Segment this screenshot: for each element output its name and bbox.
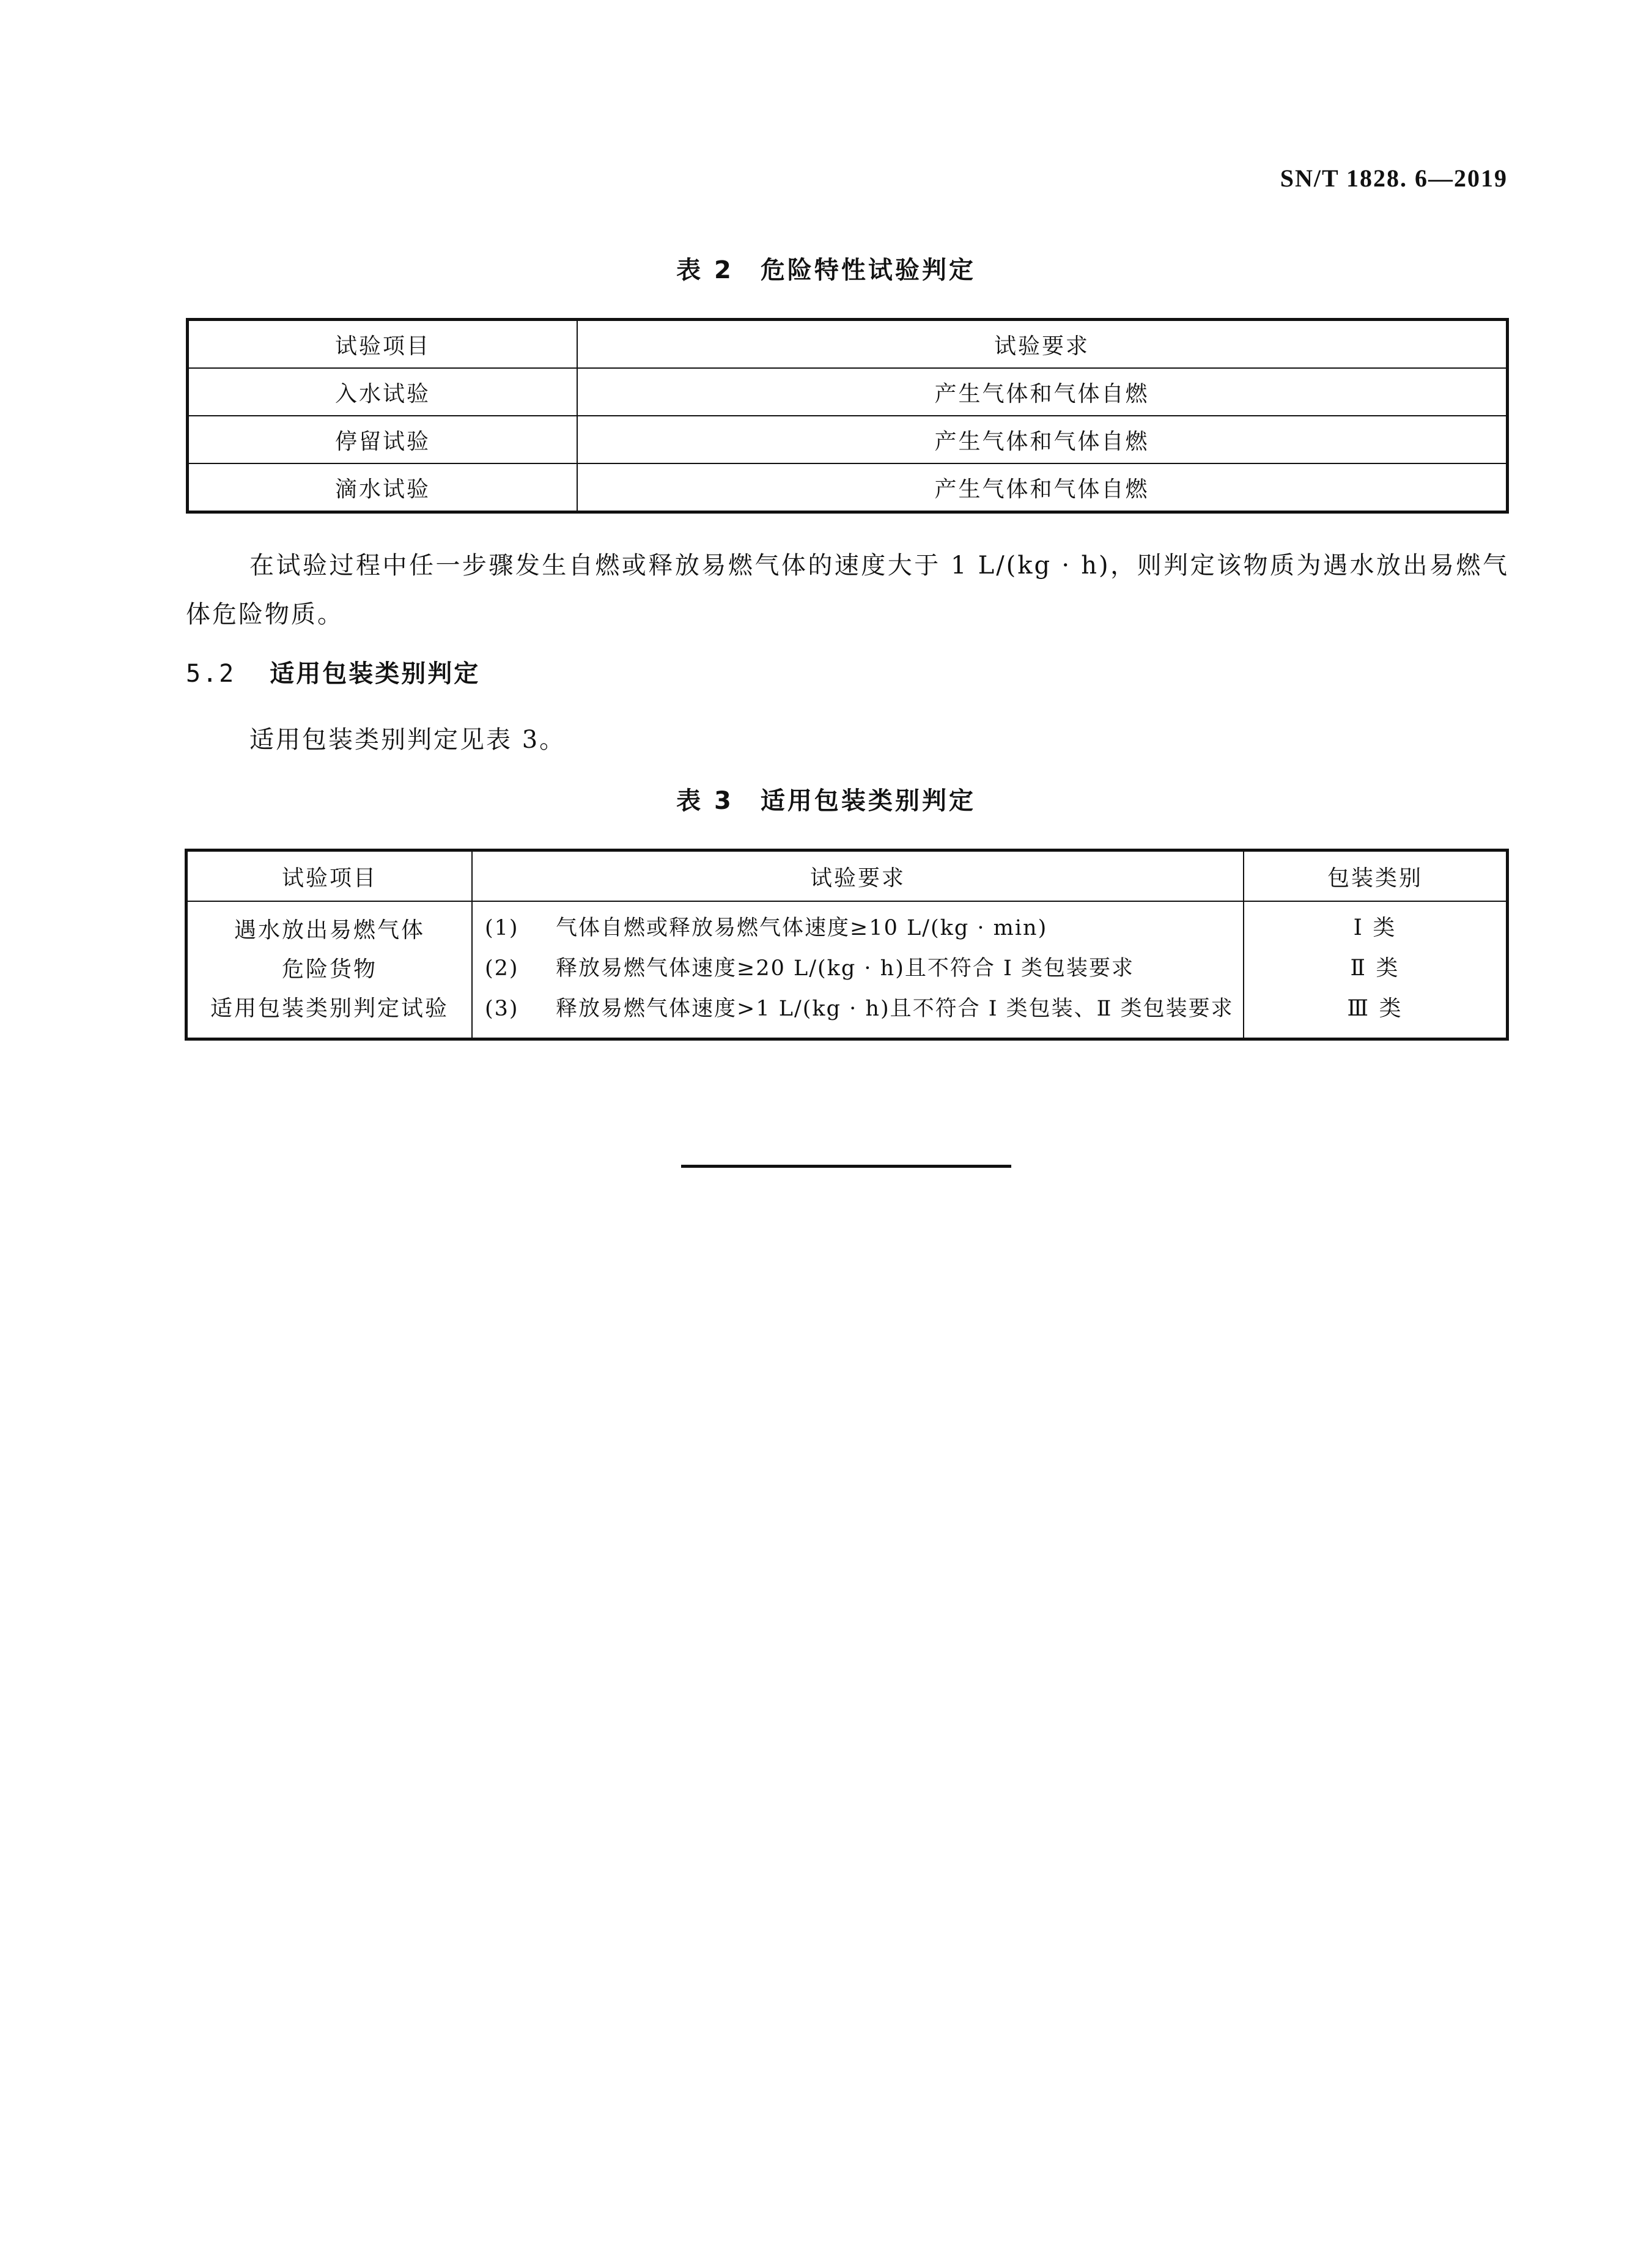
requirement-number: (3) bbox=[485, 997, 519, 1021]
table-3-caption: 表 3 适用包装类别判定 bbox=[676, 787, 976, 815]
packing-group-value: Ⅱ 类 bbox=[1350, 956, 1400, 981]
packing-group-value: Ⅲ 类 bbox=[1347, 996, 1403, 1021]
requirement-item bbox=[485, 989, 1237, 1029]
test-requirement-cell: 产生气体和气体自燃 bbox=[577, 368, 1508, 416]
table-row bbox=[188, 463, 1508, 512]
requirement-item bbox=[485, 948, 1237, 989]
judgement-paragraph: 在试验过程中任一步骤发生自燃或释放易燃气体的速度大于 1 L/(kg · h)，则判定该物质为遇水放出易燃气体危险物质。 bbox=[186, 551, 1509, 629]
requirement-text: 气体自燃或释放易燃气体速度≥10 L/(kg · min) bbox=[556, 916, 1048, 940]
column-header-test-requirement: 试验要求 bbox=[577, 320, 1508, 369]
table-row bbox=[186, 901, 1508, 1039]
requirement-text: 释放易燃气体速度≥20 L/(kg · h)且不符合 Ⅰ 类包装要求 bbox=[556, 956, 1134, 981]
test-item-cell bbox=[186, 901, 473, 1039]
hazard-test-table bbox=[186, 318, 1509, 514]
section-title: 适用包装类别判定 bbox=[270, 660, 481, 688]
table-header-row bbox=[186, 850, 1508, 902]
section-heading-5-2 bbox=[186, 654, 480, 689]
section-number: 5.2 bbox=[186, 660, 236, 688]
test-item-cell: 入水试验 bbox=[188, 368, 578, 416]
test-requirement-cell: 产生气体和气体自燃 bbox=[577, 463, 1508, 512]
test-item-line: 遇水放出易燃气体 bbox=[234, 918, 425, 943]
table-row bbox=[188, 416, 1508, 463]
test-item-cell: 停留试验 bbox=[188, 416, 578, 463]
column-header-test-item: 试验项目 bbox=[188, 320, 578, 369]
table-header-row bbox=[188, 320, 1508, 369]
column-header-test-requirement: 试验要求 bbox=[472, 850, 1244, 902]
table-2-caption: 表 2 危险特性试验判定 bbox=[676, 256, 976, 284]
test-requirement-cell: 产生气体和气体自燃 bbox=[577, 416, 1508, 463]
packing-group-table bbox=[185, 849, 1509, 1041]
column-header-packing-group: 包装类别 bbox=[1244, 850, 1508, 902]
table-row bbox=[188, 368, 1508, 416]
end-of-document-rule bbox=[681, 1165, 1011, 1168]
requirements-cell bbox=[472, 901, 1244, 1039]
test-item-line: 适用包装类别判定试验 bbox=[210, 996, 449, 1021]
section-paragraph: 适用包装类别判定见表 3。 bbox=[249, 726, 566, 754]
test-item-cell: 滴水试验 bbox=[188, 463, 578, 512]
packing-group-cell bbox=[1244, 901, 1508, 1039]
requirement-number: (1) bbox=[485, 916, 519, 940]
requirement-item bbox=[485, 908, 1237, 948]
column-header-test-item: 试验项目 bbox=[186, 850, 473, 902]
test-item-line: 危险货物 bbox=[281, 957, 377, 982]
requirement-text: 释放易燃气体速度>1 L/(kg · h)且不符合 Ⅰ 类包装、Ⅱ 类包装要求 bbox=[556, 997, 1234, 1021]
standard-number: SN/T 1828. 6—2019 bbox=[1280, 164, 1508, 192]
packing-group-value: Ⅰ 类 bbox=[1353, 915, 1397, 940]
requirement-number: (2) bbox=[485, 956, 519, 981]
